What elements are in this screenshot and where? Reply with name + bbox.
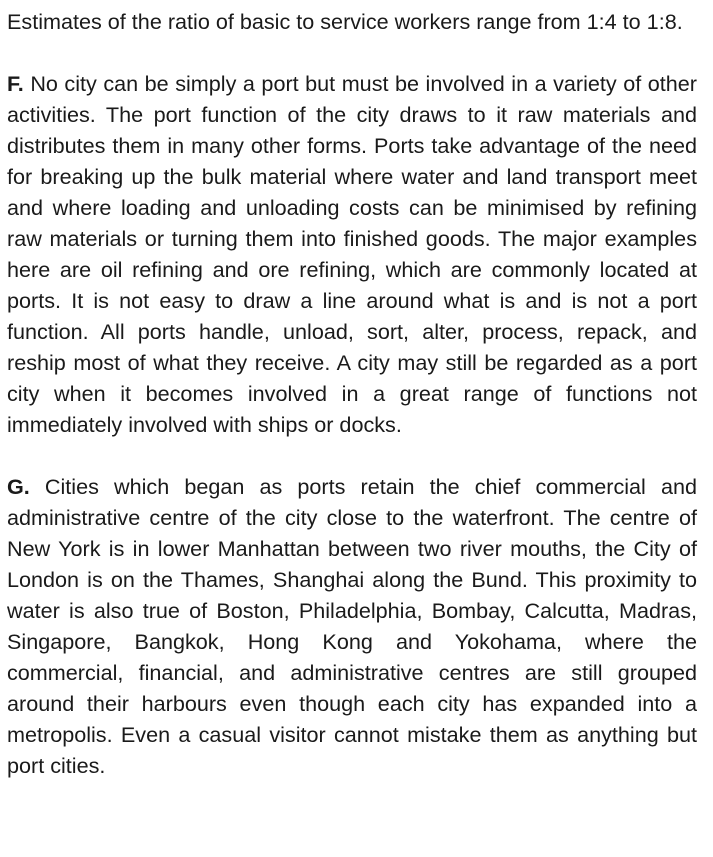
paragraph-g	[7, 471, 697, 781]
intro-paragraph: Estimates of the ratio of basic to service workers range from 1:4 to 1:8.	[7, 9, 683, 34]
document-page	[7, 6, 697, 812]
paragraph-g-letter: G.	[7, 474, 30, 499]
paragraph-f-text: No city can be simply a port but must be involved in a variety of other activities. The port function of the city draws to it raw materials and distributes them in many other forms. Ports take advantage of the need for breaking up the bulk material where water and land transport meet and where loading and unloading costs can be minimised by refining raw materials or turning them into finished goods. The major examples here are oil refining and ore refining, which are commonly located at ports. It is not easy to draw a line around what is and is not a port function. All ports handle, unload, sort, alter, process, repack, and reship most of what they receive. A city may still be regarded as a port city when it becomes involved in a great range of functions not immediately involved with ships or docks.	[7, 71, 697, 437]
paragraph-g-text: Cities which began as ports retain the chief commercial and administrative centre of the city close to the waterfront. The centre of New York is in lower Manhattan between two river mouths, the City of London is on the Thames, Shanghai along the Bund. This proximity to water is also true of Boston, Philadelphia, Bombay, Calcutta, Madras, Singapore, Bangkok, Hong Kong and Yokohama, where the commercial, financial, and administrative centres are still grouped around their harbours even though each city has expanded into a metropolis. Even a casual visitor cannot mistake them as anything but port cities.	[7, 474, 697, 778]
paragraph-f	[7, 68, 697, 440]
paragraph-f-letter: F.	[7, 71, 24, 96]
